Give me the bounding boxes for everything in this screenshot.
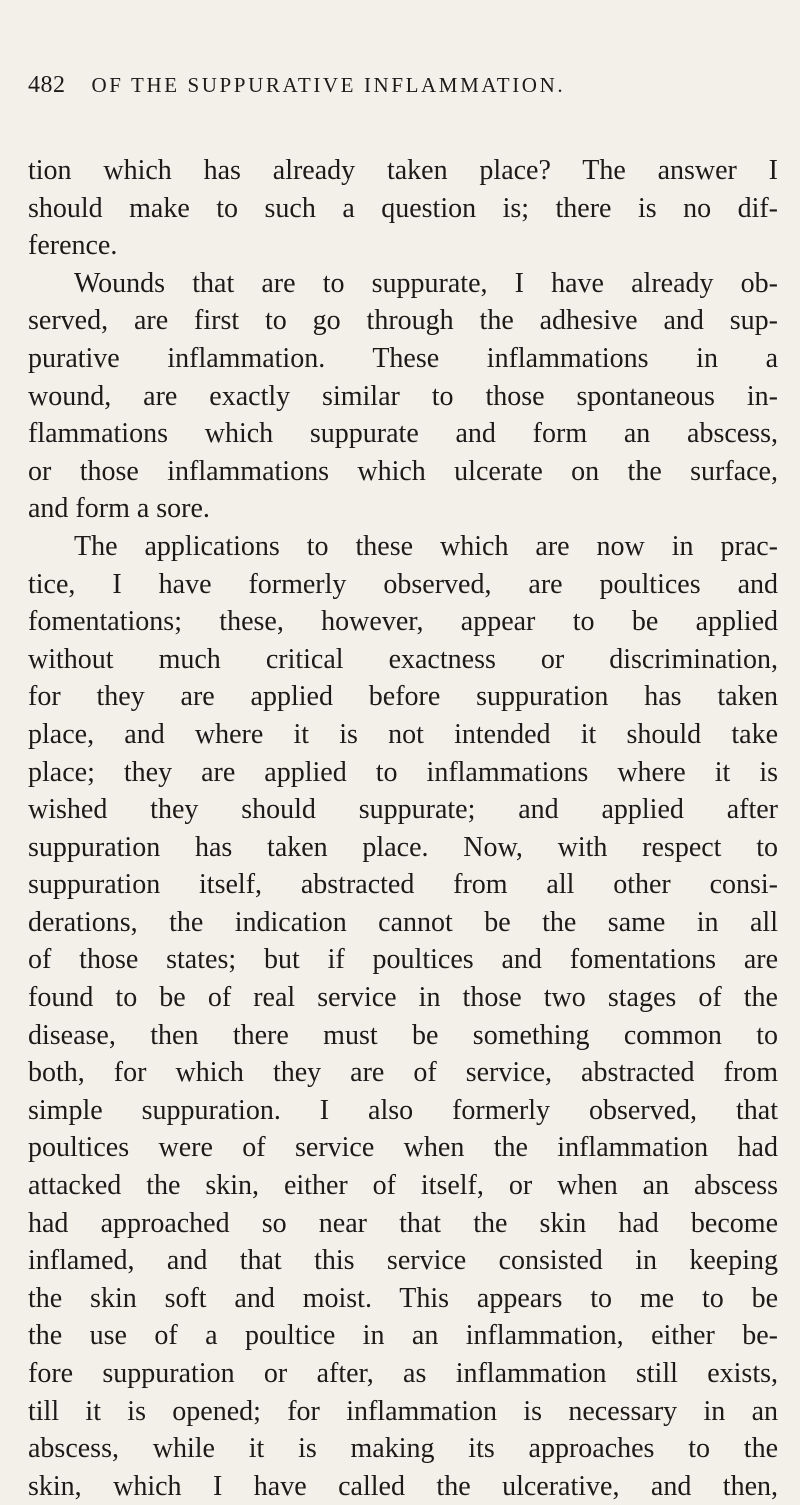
text-line: should make to such a question is; there is no dif-	[28, 192, 778, 224]
text-line: suppuration itself, abstracted from all other consi-	[28, 869, 778, 901]
text-line: the skin soft and moist. This appears to me to be	[28, 1282, 778, 1314]
text-line: wished they should suppurate; and applied after	[28, 794, 778, 826]
text-line: suppuration has taken place. Now, with respect to	[28, 831, 778, 863]
text-line: had approached so near that the skin had become	[28, 1207, 778, 1239]
text-line: served, are first to go through the adhesive and sup-	[28, 305, 778, 337]
text-line: fomentations; these, however, appear to be applied	[28, 606, 778, 638]
text-line: disease, then there must be something common to	[28, 1019, 778, 1051]
text-line: found to be of real service in those two stages of the	[28, 982, 778, 1014]
text-line: tion which has already taken place? The answer I	[28, 155, 778, 186]
text-line: simple suppuration. I also formerly observed, that	[28, 1094, 778, 1126]
page-number: 482	[28, 72, 66, 98]
text-line: and form a sore.	[28, 493, 210, 525]
text-line: attacked the skin, either of itself, or when an abscess	[28, 1170, 778, 1202]
text-line: for they are applied before suppuration has taken	[28, 681, 778, 713]
text-body	[28, 152, 778, 1505]
running-header	[28, 72, 768, 112]
text-line: place; they are applied to inflammations where it is	[28, 756, 778, 788]
text-line: fore suppuration or after, as inflammation still exists,	[28, 1358, 778, 1389]
running-title: OF THE SUPPURATIVE INFLAMMATION.	[91, 73, 566, 97]
text-line: skin, which I have called the ulcerative, and then,	[28, 1470, 778, 1502]
text-line: both, for which they are of service, abstracted from	[28, 1057, 778, 1089]
text-line: the use of a poultice in an inflammation, either be-	[28, 1320, 778, 1352]
text-line: or those inflammations which ulcerate on the surface,	[28, 455, 778, 487]
text-line: Wounds that are to suppurate, I have already ob-	[74, 267, 778, 299]
text-line: inflamed, and that this service consisted in keeping	[28, 1245, 778, 1277]
text-line: purative inflammation. These inflammations in a	[28, 342, 778, 374]
text-line: tice, I have formerly observed, are poultices and	[28, 568, 778, 600]
text-line: The applications to these which are now in prac-	[74, 530, 778, 562]
text-line: till it is opened; for inflammation is necessary in an	[28, 1395, 778, 1427]
text-line: abscess, while it is making its approaches to the	[28, 1433, 778, 1465]
text-line: flammations which suppurate and form an abscess,	[28, 418, 778, 450]
text-line: poultices were of service when the inflammation had	[28, 1132, 778, 1164]
text-line: derations, the indication cannot be the same in all	[28, 906, 778, 938]
text-line: of those states; but if poultices and fomentations are	[28, 944, 778, 976]
text-line: place, and where it is not intended it should take	[28, 718, 778, 750]
text-line: without much critical exactness or discrimination,	[28, 643, 778, 675]
text-line: wound, are exactly similar to those spontaneous in-	[28, 380, 778, 412]
text-line: ference.	[28, 230, 118, 262]
